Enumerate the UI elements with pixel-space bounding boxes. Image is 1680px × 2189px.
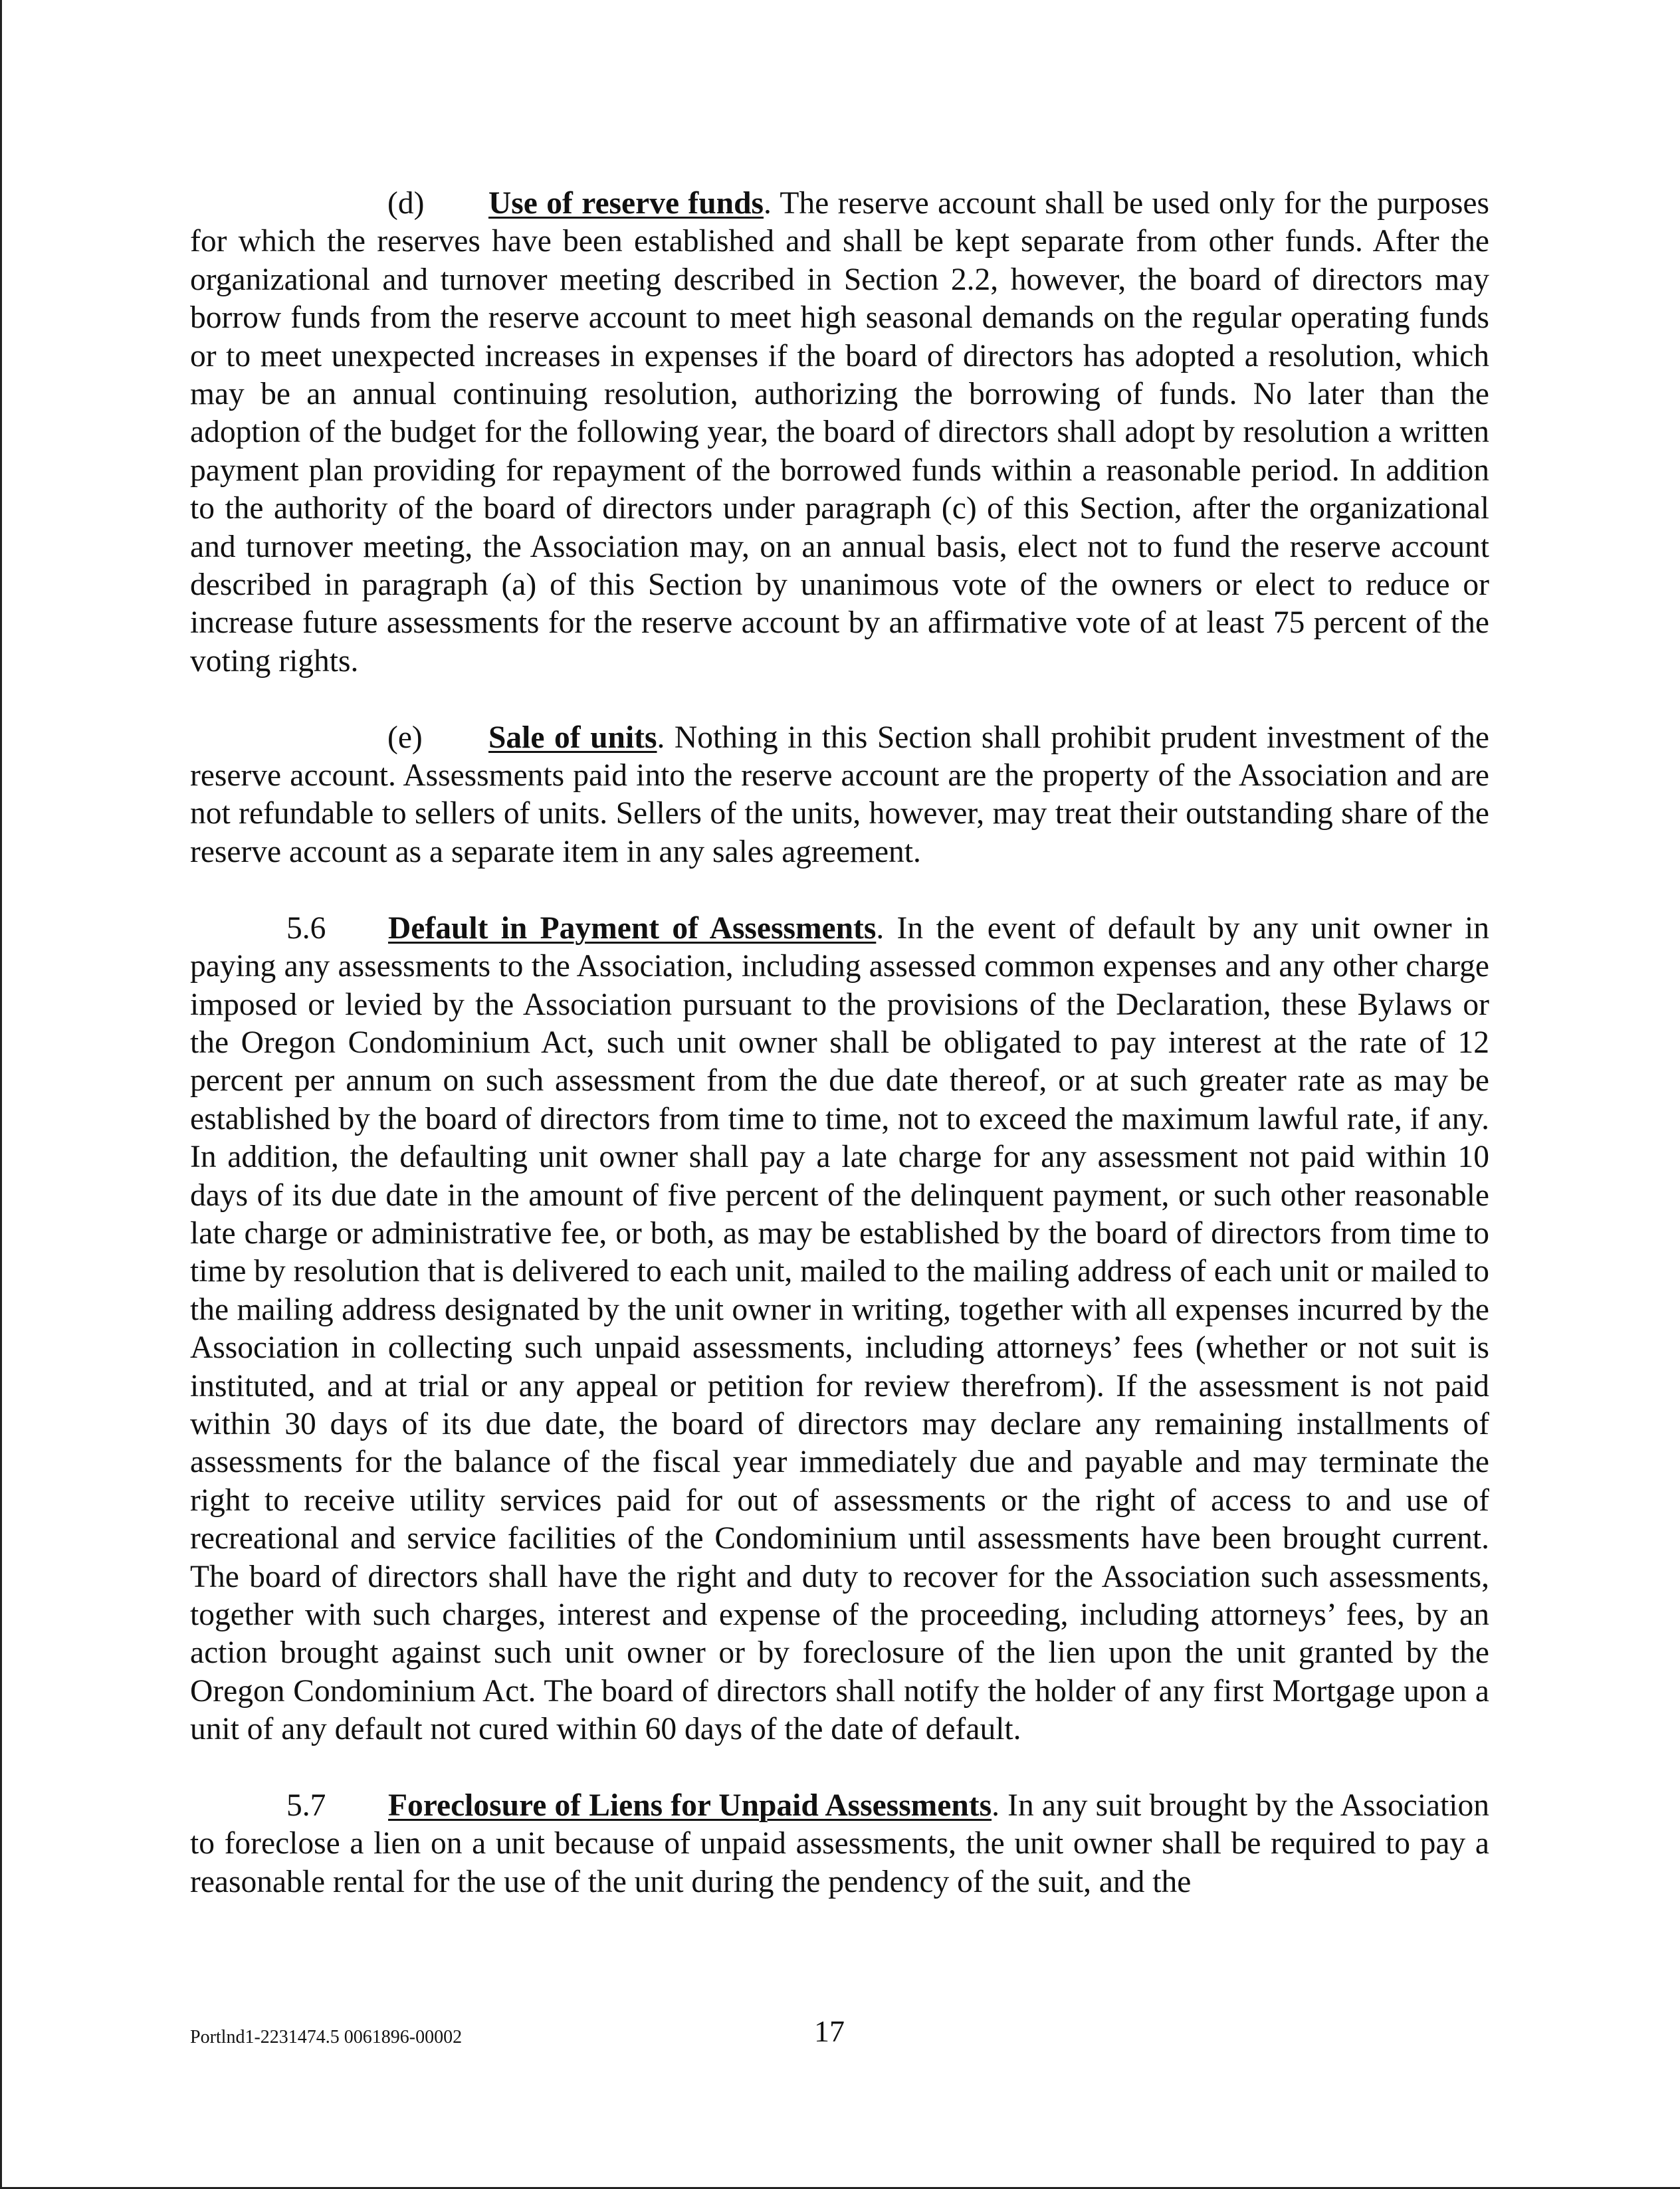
section-heading: Default in Payment of Assessments [388,910,877,946]
paragraph-text: The reserve account shall be used only for the purposes for which the reserves have been established and shall be kept separate from other funds. After the organizational and turnover meeting described in Section 2.2, however, the board of directors may borrow funds from the reserve account to meet high seasonal demands on the regular operating funds or to meet unexpected increases in expenses if the board of directors has adopted a resolution, which may be an annual continuing resolution, authorizing the borrowing of funds. No later than the adoption of the budget for the following year, the board of directors shall adopt by resolution a written payment plan providing for repayment of the borrowed funds within a reasonable period. In addition to the authority of the board of directors under paragraph (c) of this Section, after the organizational and turnover meeting, the Association may, on an annual basis, elect not to fund the reserve account described in paragraph (a) of this Section by unanimous vote of the owners or elect to reduce or increase future assessments for the reserve account by an affirmative vote of at least 75 percent of the voting rights. [190,186,1489,678]
paragraph-text: Nothing in this Section shall prohibit prudent investment of the reserve account. Assessments paid into the reserve account are the property of the Association and are not refundable to sellers of units. Sellers of the units, however, may treat their outstanding share of the reserve account as a separate item in any sales agreement. [190,720,1489,869]
section-5-7-foreclosure-of-liens: 5.7 Foreclosure of Liens for Unpaid Assessments. In any suit brought by the Association to foreclose a lien on a unit because of unpaid assessments, the unit owner shall be required to pay a reasonable rental for the use of the unit during the pendency of the suit, and the [190,1788,1490,1899]
page-number: 17 [814,2014,845,2048]
section-text: In any suit brought by the Association to foreclose a lien on a unit because of unpaid assessments, the unit owner shall be required to pay a reasonable rental for the use of the unit during the pendency of the suit, and the [190,1788,1490,1899]
paragraph-use-of-reserve-funds: (d) Use of reserve funds. The reserve account shall be used only for the purposes for which the reserves have been established and shall be kept separate from other funds. After the organizational and turnover meeting described in Section 2.2, however, the board of directors may borrow funds from the reserve account to meet high seasonal demands on the regular operating funds or to meet unexpected increases in expenses if the board of directors has adopted a resolution, which may be an annual continuing resolution, authorizing the borrowing of funds. No later than the adoption of the budget for the following year, the board of directors shall adopt by resolution a written payment plan providing for repayment of the borrowed funds within a reasonable period. In addition to the authority of the board of directors under paragraph (c) of this Section, after the organizational and turnover meeting, the Association may, on an annual basis, elect not to fund the reserve account described in paragraph (a) of this Section by unanimous vote of the owners or elect to reduce or increase future assessments for the reserve account by an affirmative vote of at least 75 percent of the voting rights. [190,186,1489,678]
section-number: 5.6 [286,910,326,946]
paragraph-number: (e) [387,720,423,755]
paragraph-number: (d) [387,186,425,221]
paragraph-sale-of-units: (e) Sale of units. Nothing in this Section shall prohibit prudent investment of the reserve account. Assessments paid into the reserve account are the property of the Association and are not refundable to sellers of units. Sellers of the units, however, may treat their outstanding share of the reserve account as a separate item in any sales agreement. [190,720,1489,869]
footer-document-id: Portlnd1-2231474.5 0061896-00002 [190,2027,463,2047]
document-body [190,185,1489,1901]
section-5-6-default-in-payment: 5.6 Default in Payment of Assessments. In the event of default by any unit owner in paying any assessments to the Association, including assessed common expenses and any other charge imposed or levied by the Association pursuant to the provisions of the Declaration, these Bylaws or the Oregon Condominium Act, such unit owner shall be obligated to pay interest at the rate of 12 percent per annum on such assessment from the due date thereof, or at such greater rate as may be established by the board of directors from time to time, not to exceed the maximum lawful rate, if any. In addition, the defaulting unit owner shall pay a late charge for any assessment not paid within 10 days of its due date in the amount of five percent of the delinquent payment, or such other reasonable late charge or administrative fee, or both, as may be established by the board of directors from time to time by resolution that is delivered to each unit, mailed to the mailing address of each unit or mailed to the mailing address designated by the unit owner in writing, together with all expenses incurred by the Association in collecting such unpaid assessments, including attorneys’ fees (whether or not suit is instituted, and at trial or any appeal or petition for review therefrom). If the assessment is not paid within 30 days of its due date, the board of directors may declare any remaining installments of assessments for the balance of the fiscal year immediately due and payable and may terminate the right to receive utility services paid for out of assessments or the right of access to and use of recreational and service facilities of the Condominium until assessments have been brought current. The board of directors shall have the right and duty to recover for the Association such assessments, together with such charges, interest and expense of the proceeding, including attorneys’ fees, by an action brought against such unit owner or by foreclosure of the lien upon the unit granted by the Oregon Condominium Act. The board of directors shall notify the holder of any first Mortgage upon a unit of any default not cured within 60 days of the date of default. [190,910,1489,1747]
section-number: 5.7 [286,1788,326,1824]
section-heading: Foreclosure of Liens for Unpaid Assessments [388,1788,992,1824]
paragraph-heading: Use of reserve funds [488,186,764,221]
section-text: In the event of default by any unit owner in paying any assessments to the Association, including assessed common expenses and any other charge imposed or levied by the Association pursuant to the provisions of the Declaration, these Bylaws or the Oregon Condominium Act, such unit owner shall be obligated to pay interest at the rate of 12 percent per annum on such assessment from the due date thereof, or at such greater rate as may be established by the board of directors from time to time, not to exceed the maximum lawful rate, if any. In addition, the defaulting unit owner shall pay a late charge for any assessment not paid within 10 days of its due date in the amount of five percent of the delinquent payment, or such other reasonable late charge or administrative fee, or both, as may be established by the board of directors from time to time by resolution that is delivered to each unit, mailed to the mailing address of each unit or mailed to the mailing address designated by the unit owner in writing, together with all expenses incurred by the Association in collecting such unpaid assessments, including attorneys’ fees (whether or not suit is instituted, and at trial or any appeal or petition for review therefrom). If the assessment is not paid within 30 days of its due date, the board of directors may declare any remaining installments of assessments for the balance of the fiscal year immediately due and payable and may terminate the right to receive utility services paid for out of assessments or the right of access to and use of recreational and service facilities of the Condominium until assessments have been brought current. The board of directors shall have the right and duty to recover for the Association such assessments, together with such charges, interest and expense of the proceeding, including attorneys’ fees, by an action brought against such unit owner or by foreclosure of the lien upon the unit granted by the Oregon Condominium Act. The board of directors shall notify the holder of any first Mortgage upon a unit of any default not cured within 60 days of the date of default. [190,910,1489,1747]
paragraph-heading: Sale of units [488,720,657,755]
